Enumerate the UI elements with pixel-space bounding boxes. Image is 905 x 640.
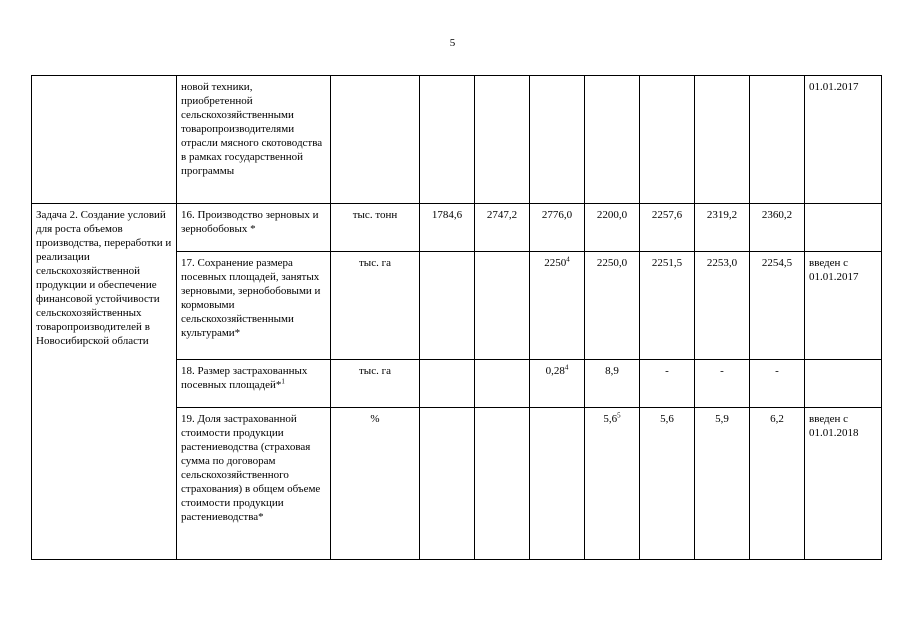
value-cell [695, 76, 750, 204]
value-cell: $5,6^5$ [585, 408, 640, 560]
indicator-cell: 17. Сохранение размера посевных площадей, занятых зерновыми, зернобобовыми и кормовыми сельскохозяйственными культурами* [177, 252, 331, 360]
indicator-cell: новой техники, приобретенной сельскохозяйственными товаропроизводителями отрасли мясного скотоводства в рамках государственной программы [177, 76, 331, 204]
value-cell [530, 76, 585, 204]
value-cell: 2257,6 [640, 204, 695, 252]
value-cell: 5,9 [695, 408, 750, 560]
value-cell [530, 408, 585, 560]
indicator-cell: 19. Доля застрахованной стоимости продукции растениеводства (страховая сумма по договорам сельскохозяйственного страхования) в общем объеме стоимости продукции растениеводства* [177, 408, 331, 560]
indicators-table [31, 75, 882, 560]
value-cell [475, 76, 530, 204]
value-cell [420, 76, 475, 204]
value-cell: 2250,0 [585, 252, 640, 360]
note-cell [805, 360, 882, 408]
note-cell: введен с 01.01.2018 [805, 408, 882, 560]
unit-cell [331, 76, 420, 204]
value-cell: 2251,5 [640, 252, 695, 360]
value-cell [475, 360, 530, 408]
task-cell: Задача 2. Создание условий для роста объемов производства, переработки и реализации сельскохозяйственной продукции и обеспечение финансовой устойчивости сельскохозяйственных товаропроизводителей в Новосибирской области [32, 204, 177, 560]
value-cell: 2200,0 [585, 204, 640, 252]
note-cell: 01.01.2017 [805, 76, 882, 204]
value-cell: 1784,6 [420, 204, 475, 252]
value-cell [420, 252, 475, 360]
value-cell [640, 76, 695, 204]
value-cell: 2250$^4$ [530, 252, 585, 360]
task-cell [32, 76, 177, 204]
unit-cell: тыс. тонн [331, 204, 420, 252]
unit-cell: % [331, 408, 420, 560]
value-cell [750, 76, 805, 204]
value-cell: - [750, 360, 805, 408]
page-number: 5 [449, 37, 456, 49]
unit-cell: тыс. га [331, 360, 420, 408]
value-cell: 5,6 [640, 408, 695, 560]
indicator-cell: 18. Размер застрахованных посевных площадей*$^1$ [177, 360, 331, 408]
value-cell: 2360,2 [750, 204, 805, 252]
value-cell: 6,2 [750, 408, 805, 560]
unit-cell: тыс. га [331, 252, 420, 360]
value-cell: 0,28$^4$ [530, 360, 585, 408]
table-row [32, 76, 882, 204]
value-cell: 2776,0 [530, 204, 585, 252]
value-cell: 2319,2 [695, 204, 750, 252]
value-cell: 8,9 [585, 360, 640, 408]
indicator-cell: 16. Производство зерновых и зернобобовых * [177, 204, 331, 252]
value-cell: - [695, 360, 750, 408]
value-cell: 2253,0 [695, 252, 750, 360]
value-cell [585, 76, 640, 204]
value-cell [475, 252, 530, 360]
value-cell [420, 360, 475, 408]
note-cell [805, 204, 882, 252]
value-cell: 2747,2 [475, 204, 530, 252]
value-cell: - [640, 360, 695, 408]
table-row [32, 204, 882, 252]
value-cell [475, 408, 530, 560]
value-cell [420, 408, 475, 560]
note-cell: введен с 01.01.2017 [805, 252, 882, 360]
value-cell: 2254,5 [750, 252, 805, 360]
